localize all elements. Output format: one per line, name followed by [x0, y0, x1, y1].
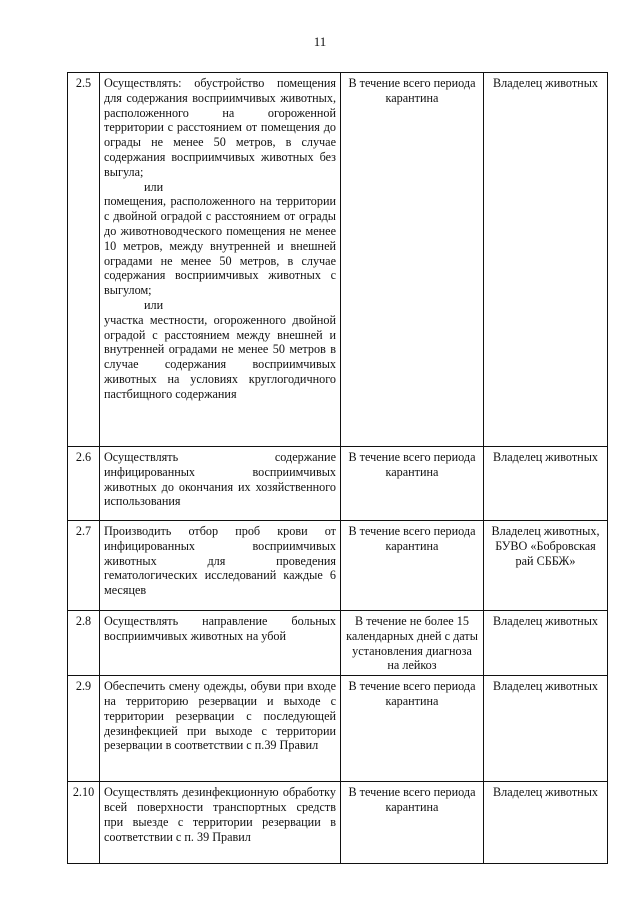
or-separator: или — [144, 297, 164, 312]
row-action — [100, 73, 341, 447]
row-number: 2.9 — [68, 676, 100, 782]
row-number: 2.10 — [68, 782, 100, 864]
row-term: В течение всего периода карантина — [341, 73, 484, 447]
page-number: 11 — [313, 34, 327, 49]
row-responsible: Владелец животных — [484, 73, 608, 447]
row-action: Осуществлять содержание инфицированных восприимчивых животных до окончания их хозяйственного использования — [100, 447, 341, 521]
measures-table — [67, 72, 608, 864]
row-term: В течение всего периода карантина — [341, 521, 484, 611]
row-responsible: Владелец животных — [484, 782, 608, 864]
table-row — [68, 521, 608, 611]
or-separator: или — [144, 179, 164, 194]
row-number: 2.5 — [68, 73, 100, 447]
row-action: Осуществлять направление больных восприимчивых животных на убой — [100, 611, 341, 676]
action-text: участка местности, огороженного двойной оградой с расстоянием между внешней и внутренней оградами не менее 50 метров в случае содержания восприимчивых животных на условиях круглогодичного пастбищного содержания — [104, 312, 336, 401]
row-responsible: Владелец животных — [484, 676, 608, 782]
row-responsible: Владелец животных, БУВО «Бобровская рай СББЖ» — [484, 521, 608, 611]
table-row — [68, 447, 608, 521]
row-term: В течение всего периода карантина — [341, 782, 484, 864]
table-row — [68, 676, 608, 782]
action-text: помещения, расположенного на территории с двойной оградой с расстоянием от ограды до животноводческого помещения не менее 10 метров, между внутренней и внешней оградами не менее 50 метров, в случае содержания восприимчивых животных с выгулом; — [104, 194, 336, 298]
table-row — [68, 73, 608, 447]
row-responsible: Владелец животных — [484, 447, 608, 521]
row-responsible: Владелец животных — [484, 611, 608, 676]
row-term: В течение всего периода карантина — [341, 676, 484, 782]
row-term: В течение не более 15 календарных дней с даты установления диагноза на лейкоз — [341, 611, 484, 676]
action-text: Осуществлять: обустройство помещения для содержания восприимчивых животных, расположенного на огороженной территории с расстоянием от помещения до ограды не менее 50 метров, в случае содержания восприимчивых животных без выгула; — [104, 76, 336, 179]
row-number: 2.6 — [68, 447, 100, 521]
row-action: Обеспечить смену одежды, обуви при входе на территорию резервации и выходе с территории резервации с последующей дезинфекцией при выходе с территории резервации в соответствии с п.39 Правил — [100, 676, 341, 782]
row-action: Осуществлять дезинфекционную обработку всей поверхности транспортных средств при выезде с территории резервации в соответствии с п. 39 Правил — [100, 782, 341, 864]
row-action: Производить отбор проб крови от инфицированных восприимчивых животных для проведения гематологических исследований каждые 6 месяцев — [100, 521, 341, 611]
table-row — [68, 611, 608, 676]
table-row — [68, 782, 608, 864]
row-number: 2.8 — [68, 611, 100, 676]
row-term: В течение всего периода карантина — [341, 447, 484, 521]
row-number: 2.7 — [68, 521, 100, 611]
